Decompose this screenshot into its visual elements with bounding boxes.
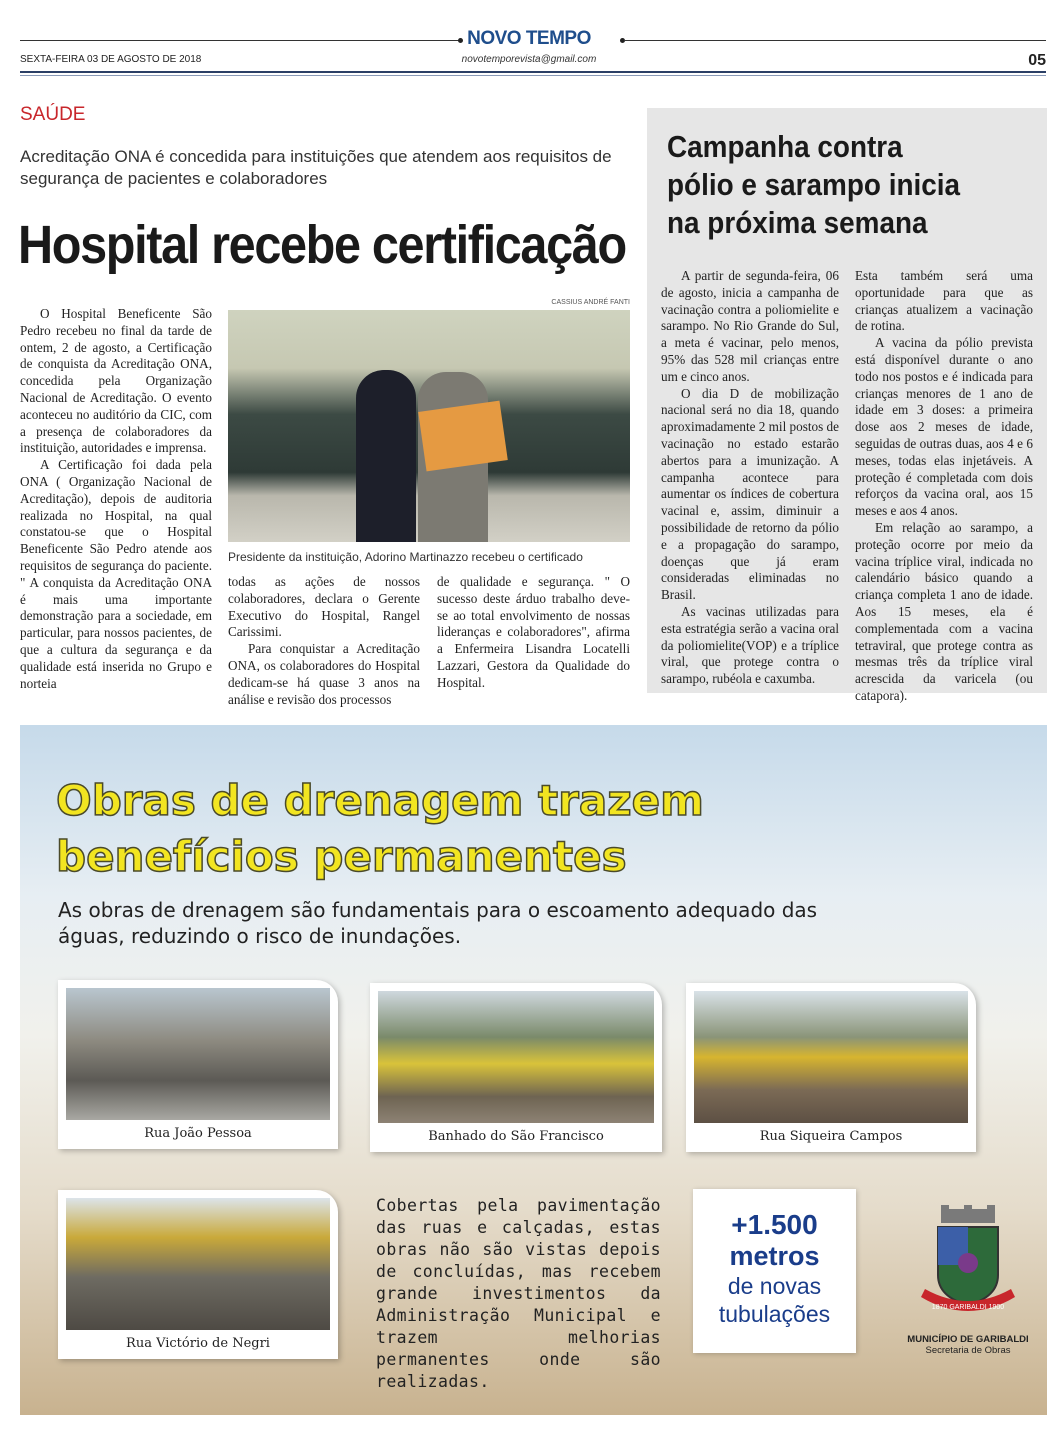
paragraph: todas as ações de nossos colaboradores, declara o Gerente Executivo do Hospital, Rangel Carissimi.: [228, 574, 420, 640]
sidebar-headline: Campanha contra pólio e sarampo inicia na próxima semana: [667, 129, 961, 240]
photo-label: Banhado do São Francisco: [428, 1129, 604, 1144]
article-column-1: [20, 306, 212, 692]
article-column-2: [228, 574, 420, 708]
photo-credit: CASSIUS ANDRÉ FANTI: [551, 299, 630, 306]
stat-number: +1.500: [731, 1209, 818, 1240]
stat-description: de novas tubulações: [718, 1273, 831, 1327]
photo-caption: Presidente da instituição, Adorino Martinazzo recebeu o certificado: [228, 550, 583, 564]
paragraph: O Hospital Beneficente São Pedro recebeu no final da tarde de ontem, 2 de agosto, a Certificação de conquista da Acreditação ONA, concedida pela Organização Nacional de Acreditação. O evento aconteceu no auditório da CIC, com a presença de colaboradores da instituição, autoridades e imprensa.: [20, 306, 212, 456]
section-label: SAÚDE: [20, 104, 86, 125]
ad-headline-line: Obras de drenagem trazem: [56, 776, 704, 825]
street-works-photo: [66, 1198, 330, 1330]
photo-label: Rua Siqueira Campos: [759, 1129, 903, 1144]
photo-label: Rua João Pessoa: [144, 1126, 252, 1141]
certificate-image: [418, 401, 508, 472]
sidebar-column-1: [661, 268, 839, 688]
article-headline: Hospital recebe certificação: [18, 215, 626, 275]
paragraph: As vacinas utilizadas para esta estratégia serão a vacina oral da poliomielite(VOP) e a tríplice viral, que protege contra o sarampo, rubéola e caxumba.: [661, 603, 839, 687]
sidebar-column-2: [855, 268, 1033, 705]
paragraph: de qualidade e segurança. " O sucesso deste árduo trabalho deve-se ao total envolvimento de nossas lideranças e colaboradores", afirma a Enfermeira Lisandra Locatelli Lazzari, Gestora da Qualidade do Hospital.: [437, 574, 630, 690]
excavator-photo: [378, 991, 654, 1123]
stat-box: [693, 1189, 856, 1353]
coat-of-arms-icon: [913, 1205, 1023, 1325]
ad-headline-line: benefícios permanentes: [56, 832, 627, 881]
paragraph: A Certificação foi dada pela ONA ( Organização Nacional de Acreditação), depois de auditoria realizada no Hospital, na qual constatou-se que o Hospital Beneficente São Pedro atende aos requisitos de segurança do paciente. " A conquista da Acreditação ONA é mais uma importante demonstração para a sociedade, em particular, para nossos pacientes, de que a cultura da segurança e da qualidade está inserida no Grupo e norteia: [20, 457, 212, 691]
photo-label: Rua Victório de Negri: [126, 1336, 270, 1351]
header-divider: [20, 75, 1046, 76]
paragraph: A partir de segunda-feira, 06 de agosto, inicia a campanha de vacinação contra a poliomielite e sarampo. No Rio Grande do Sul, a meta é vacinar, pelo menos, 95% das 528 mil crianças entre um e cinco anos.: [661, 268, 839, 384]
photo-card: [370, 983, 662, 1152]
ad-subtitle: As obras de drenagem são fundamentais para o escoamento adequado das águas, reduzindo o risco de inundações.: [58, 898, 818, 948]
newspaper-email: novotemporevista@gmail.com: [461, 54, 597, 65]
photo-card: [58, 1190, 338, 1359]
paragraph: Esta também será uma oportunidade para que as crianças atualizem a vacinação de rotina.: [855, 268, 1033, 334]
article-subtitle: Acreditação ONA é concedida para instituições que atendem aos requisitos de segurança de pacientes e colaboradores: [20, 147, 612, 188]
construction-photo: [694, 991, 968, 1123]
newspaper-brand: NOVO TEMPO: [467, 28, 591, 49]
department-name: Secretaria de Obras: [925, 1345, 1011, 1356]
municipality-name: MUNICÍPIO DE GARIBALDI: [907, 1334, 1029, 1345]
photo-card: [686, 983, 976, 1152]
street-photo: [66, 988, 330, 1120]
issue-date: SEXTA-FEIRA 03 DE AGOSTO DE 2018: [20, 54, 202, 65]
ad-body-text: Cobertas pela pavimentação das ruas e calçadas, estas obras não são vistas depois de concluídas, mas recebem grande investimentos da Administração Municipal e trazem melhorias permanentes onde são realizadas.: [376, 1196, 661, 1391]
article-column-3: [437, 574, 630, 692]
municipality-logo: [888, 1205, 1047, 1356]
paragraph: A vacina da pólio prevista está disponível durante o ano todo nos postos e é indicada para crianças menores de 1 ano de idade em 3 doses: a primeira dose aos 2 meses de idade, seguidas de outras duas, aos 4 e 6 meses, todas elas injetáveis. A proteção é completada com dois reforços da vacina oral, aos 15 meses e aos 4 anos.: [855, 335, 1033, 519]
paragraph: Para conquistar a Acreditação ONA, os colaboradores do Hospital dedicam-se há quase 3 anos na análise e revisão dos processos: [228, 641, 420, 707]
photo-card: [58, 980, 338, 1149]
header-divider: [20, 71, 1046, 73]
stat-unit: metros: [729, 1241, 820, 1271]
paragraph: O dia D de mobilização nacional será no dia 18, quando aproximadamente 2 mil postos de vacinação no estado estarão abertos para a imunização. A campanha acontece para aumentar os índices de cobertura vacinal e, assim, diminuir a possibilidade de retorno da pólio e a propagação do sarampo, doenças que já eram consideradas eliminadas no Brasil.: [661, 385, 839, 603]
page-number: 05: [1028, 52, 1046, 69]
drainage-advertisement: [20, 725, 1047, 1415]
article-photo: [228, 310, 630, 542]
ad-headline: [56, 773, 704, 885]
svg-text:1870 GARIBALDI 1900: 1870 GARIBALDI 1900: [931, 1304, 1005, 1311]
photo-person: [356, 370, 416, 542]
paragraph: Em relação ao sarampo, a proteção ocorre por meio da vacina tríplice viral, indicada no calendário básico quando a criança completa 1 ano de idade. Aos 15 meses, ela é complementada com a vacina tetraviral, que protege contra as mesmas três da tríplice viral acrescida da varicela (ou catapora).: [855, 519, 1033, 703]
